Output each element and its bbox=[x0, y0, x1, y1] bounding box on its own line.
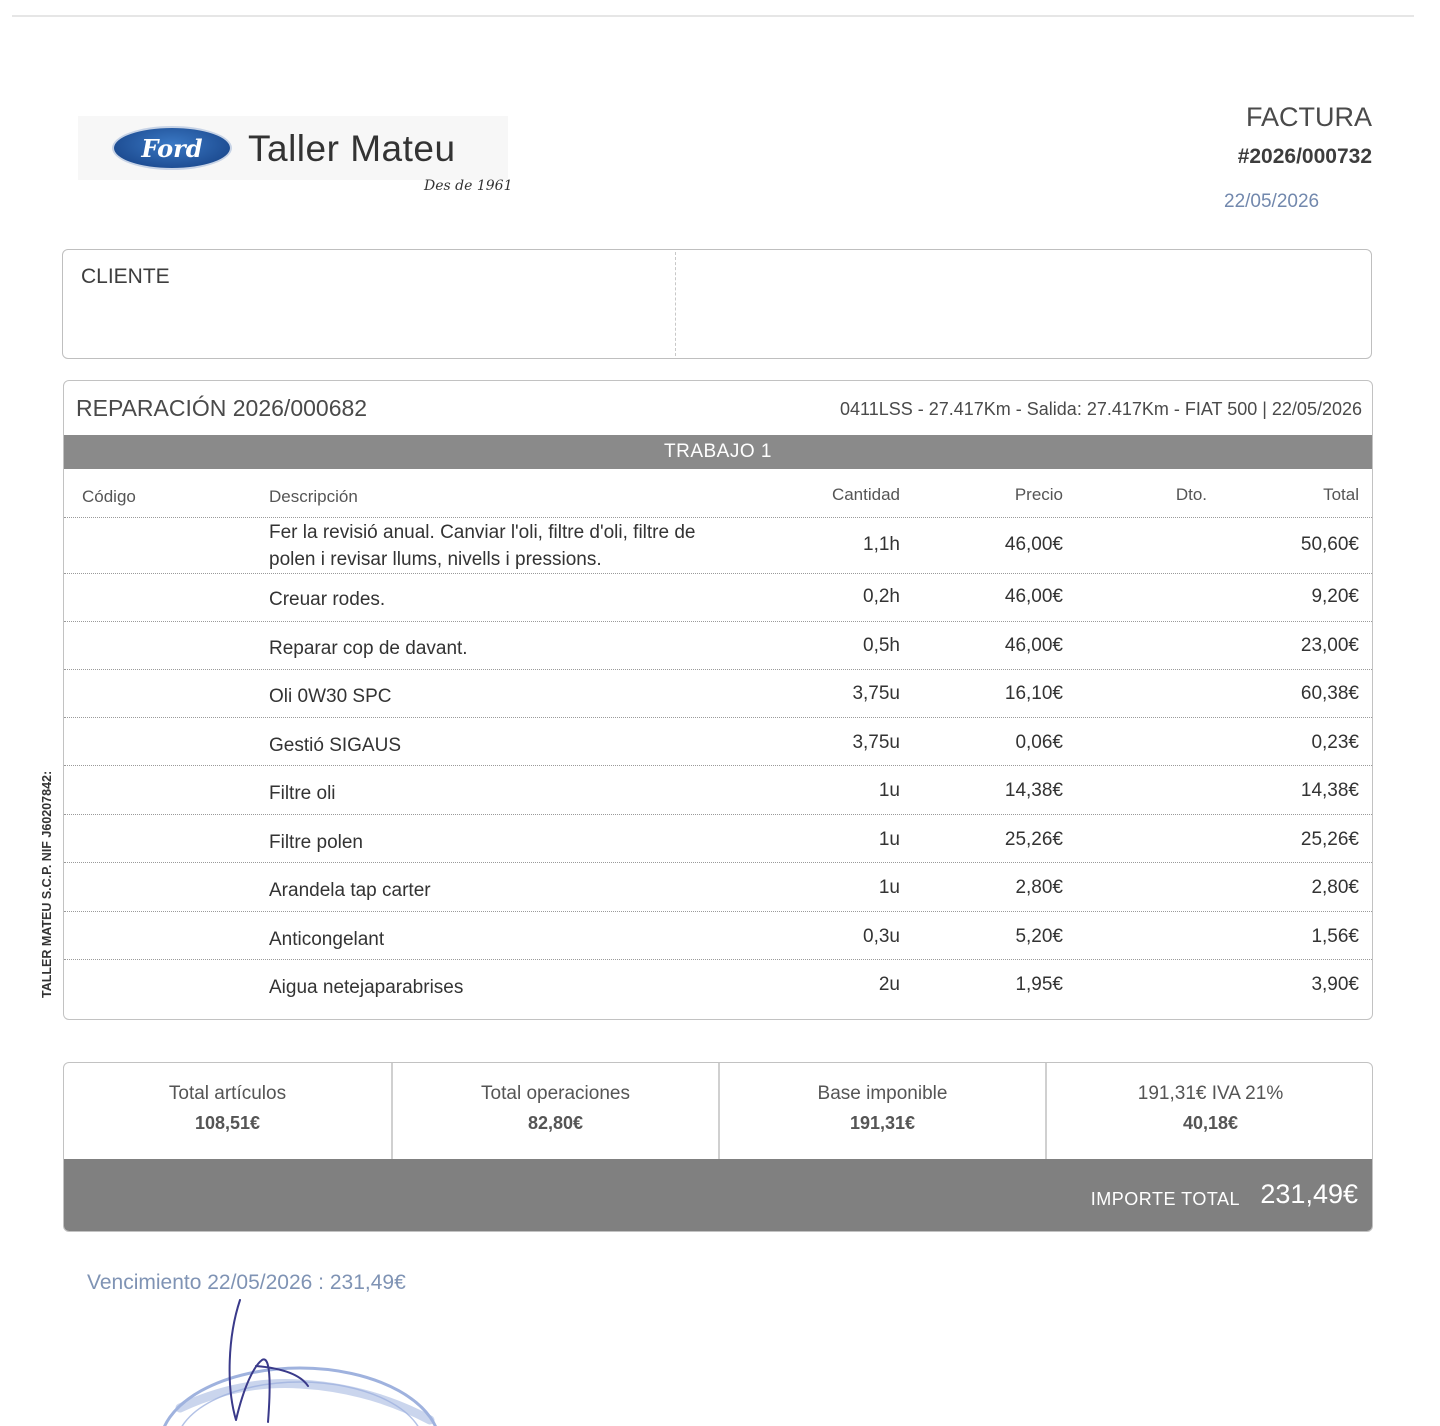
item-price: 16,10€ bbox=[1004, 683, 1063, 704]
item-total: 14,38€ bbox=[1300, 780, 1359, 801]
column-header-code: Código bbox=[82, 487, 136, 506]
shop-since: Des de 1961 bbox=[424, 178, 513, 194]
item-total: 1,56€ bbox=[1311, 926, 1359, 947]
table-row bbox=[64, 814, 1372, 863]
item-total: 50,60€ bbox=[1300, 534, 1359, 555]
item-quantity: 1u bbox=[878, 780, 900, 801]
table-row bbox=[64, 862, 1372, 912]
item-description: Filtre oli bbox=[269, 783, 336, 804]
shop-name: Taller Mateu bbox=[248, 128, 456, 169]
table-row bbox=[64, 573, 1372, 622]
signature-scribble bbox=[230, 1300, 308, 1422]
repair-vehicle-info: 0411LSS - 27.417Km - Salida: 27.417Km - FIAT 500 | 22/05/2026 bbox=[840, 399, 1362, 419]
table-row bbox=[64, 669, 1372, 718]
totals-summary bbox=[63, 1062, 1373, 1232]
table-row bbox=[64, 717, 1372, 766]
item-price: 2,80€ bbox=[1015, 877, 1063, 898]
company-stamp bbox=[150, 1296, 470, 1426]
item-description: Filtre polen bbox=[269, 832, 363, 853]
table-row bbox=[64, 621, 1372, 670]
item-description: Arandela tap carter bbox=[269, 880, 431, 901]
item-quantity: 1u bbox=[878, 829, 900, 850]
invoice-number: #2026/000732 bbox=[1237, 145, 1372, 168]
column-header-discount: Dto. bbox=[1175, 485, 1207, 504]
item-quantity: 3,75u bbox=[852, 683, 900, 704]
column-header-price: Precio bbox=[1014, 485, 1063, 504]
item-total: 60,38€ bbox=[1300, 683, 1359, 704]
item-price: 46,00€ bbox=[1004, 635, 1063, 656]
item-description: Anticongelant bbox=[269, 929, 385, 950]
item-quantity: 1u bbox=[878, 877, 900, 898]
column-header-description: Descripción bbox=[269, 487, 358, 506]
table-row bbox=[64, 911, 1372, 960]
ford-oval-logo bbox=[112, 126, 232, 170]
item-total: 9,20€ bbox=[1311, 586, 1359, 607]
item-description: Oli 0W30 SPC bbox=[269, 686, 392, 707]
item-quantity: 2u bbox=[878, 974, 900, 995]
table-row bbox=[64, 765, 1372, 815]
item-description: Fer la revisió anual. Canviar l'oli, filtre d'oli, filtre de polen i revisar llums, nivells i pressions. bbox=[269, 522, 696, 570]
client-divider bbox=[675, 252, 676, 356]
repair-title: REPARACIÓN 2026/000682 bbox=[76, 395, 368, 421]
repair-table bbox=[63, 380, 1373, 1020]
company-logo bbox=[78, 116, 508, 180]
item-description: Aigua netejaparabrises bbox=[269, 977, 464, 998]
top-rule bbox=[12, 15, 1414, 17]
total-articles-label: Total artículos bbox=[168, 1083, 287, 1104]
item-price: 25,26€ bbox=[1004, 829, 1063, 850]
grand-total-bar bbox=[64, 1159, 1372, 1232]
item-total: 0,23€ bbox=[1311, 732, 1359, 753]
item-quantity: 0,5h bbox=[863, 635, 900, 656]
total-articles-value: 108,51€ bbox=[194, 1113, 261, 1133]
item-price: 0,06€ bbox=[1015, 732, 1063, 753]
item-quantity: 0,3u bbox=[863, 926, 900, 947]
item-quantity: 0,2h bbox=[863, 586, 900, 607]
item-total: 3,90€ bbox=[1311, 974, 1359, 995]
grand-total-value: 231,49€ bbox=[1260, 1179, 1358, 1209]
total-articles bbox=[64, 1063, 391, 1159]
vat-value: 40,18€ bbox=[1182, 1113, 1239, 1133]
item-price: 1,95€ bbox=[1015, 974, 1063, 995]
total-operations-label: Total operaciones bbox=[481, 1083, 630, 1104]
item-price: 46,00€ bbox=[1004, 586, 1063, 607]
item-price: 5,20€ bbox=[1015, 926, 1063, 947]
ford-logo-text: Ford bbox=[141, 134, 203, 163]
grand-total-label: IMPORTE TOTAL bbox=[1090, 1189, 1240, 1209]
column-header-quantity: Cantidad bbox=[831, 485, 900, 504]
column-header-total: Total bbox=[1323, 485, 1359, 504]
item-description: Gestió SIGAUS bbox=[269, 735, 401, 756]
item-total: 23,00€ bbox=[1300, 635, 1359, 656]
vat-amount bbox=[1045, 1063, 1373, 1159]
client-box bbox=[62, 249, 1372, 359]
table-row bbox=[64, 959, 1372, 1007]
table-row bbox=[64, 517, 1372, 574]
item-quantity: 1,1h bbox=[863, 534, 900, 555]
due-date-line: Vencimiento 22/05/2026 : 231,49€ bbox=[87, 1271, 406, 1294]
client-label: CLIENTE bbox=[81, 265, 170, 288]
invoice-date: 22/05/2026 bbox=[1224, 191, 1320, 212]
vat-label: 191,31€ IVA 21% bbox=[1137, 1083, 1284, 1104]
item-price: 46,00€ bbox=[1004, 534, 1063, 555]
total-operations-value: 82,80€ bbox=[527, 1113, 584, 1133]
item-total: 25,26€ bbox=[1300, 829, 1359, 850]
vertical-company-id: TALLER MATEU S.C.P. NIF J60207842: bbox=[40, 770, 54, 998]
table-header-row bbox=[64, 481, 1372, 518]
item-total: 2,80€ bbox=[1311, 877, 1359, 898]
total-operations bbox=[391, 1063, 718, 1159]
taxable-base-label: Base imponible bbox=[817, 1083, 948, 1104]
document-type: FACTURA bbox=[1245, 102, 1372, 132]
item-price: 14,38€ bbox=[1004, 780, 1063, 801]
item-description: Creuar rodes. bbox=[269, 589, 386, 610]
item-quantity: 3,75u bbox=[852, 732, 900, 753]
item-description: Reparar cop de davant. bbox=[269, 638, 468, 659]
taxable-base-value: 191,31€ bbox=[849, 1113, 916, 1133]
taxable-base bbox=[718, 1063, 1045, 1159]
job-title-bar: TRABAJO 1 bbox=[64, 435, 1372, 469]
